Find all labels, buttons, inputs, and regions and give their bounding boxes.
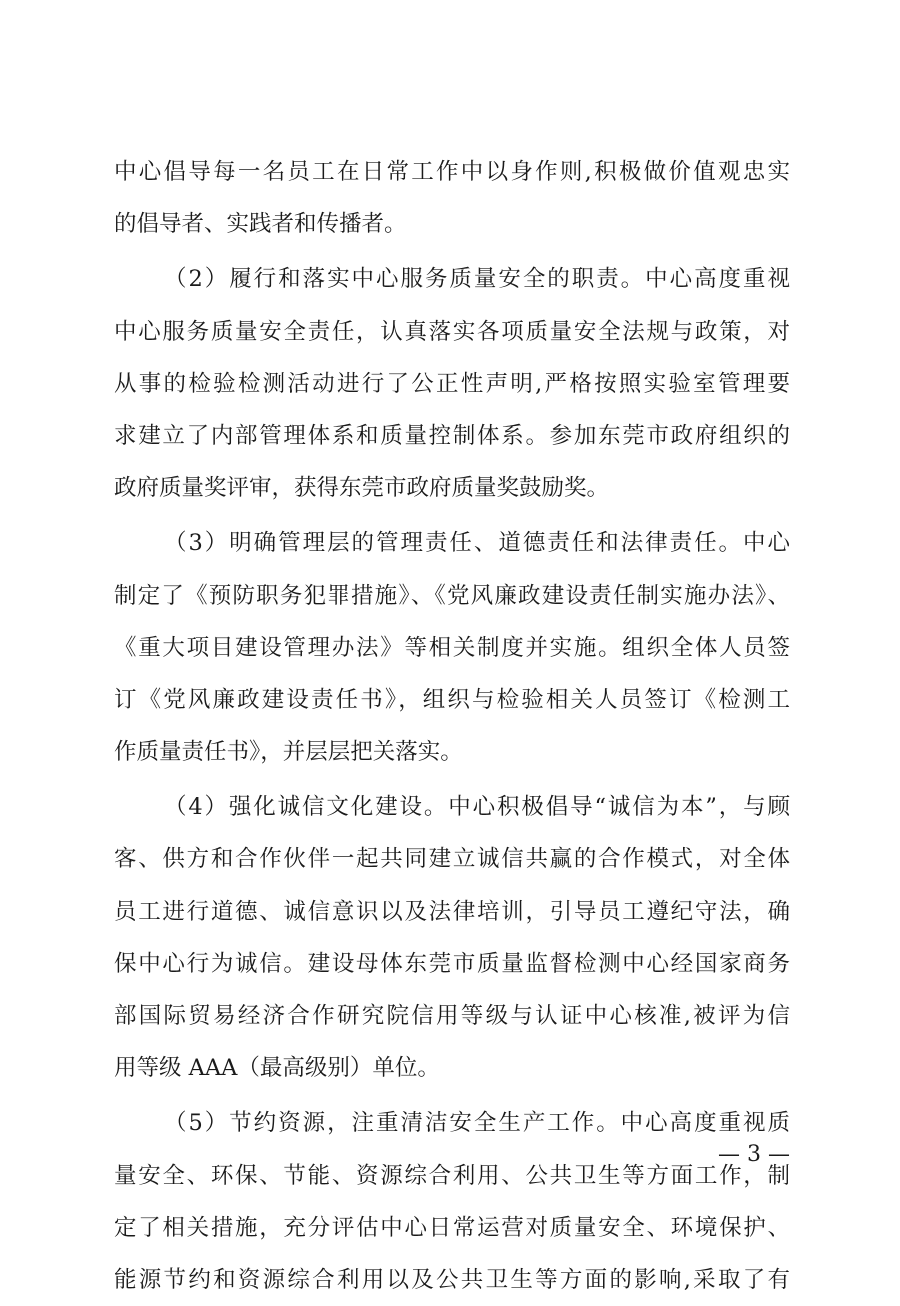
text-line: 求建立了内部管理体系和质量控制体系。参加东莞市政府组织的: [114, 422, 790, 449]
text-line: 的倡导者、实践者和传播者。: [114, 211, 407, 238]
text-line: 部国际贸易经济合作研究院信用等级与认证中心核准,被评为信: [114, 1003, 790, 1029]
text-line: 中心倡导每一名员工在日常工作中以身作则,积极做价值观忠实: [114, 159, 790, 185]
text-line: 制定了《预防职务犯罪措施》、《党风廉政建设责任制实施办法》、: [114, 582, 790, 609]
text-line: 从事的检验检测活动进行了公正性声明,严格按照实验室管理要: [114, 370, 790, 397]
text-line: 政府质量奖评审，获得东莞市政府质量奖鼓励奖。: [114, 475, 610, 502]
text-line: 能源节约和资源综合利用以及公共卫生等方面的影响,采取了有: [114, 1266, 790, 1293]
paragraph-heading-2: （2）履行和落实中心服务质量安全的职责。中心高度重视: [164, 266, 790, 293]
text-line: 中心服务质量安全责任，认真落实各项质量安全法规与政策，对: [114, 318, 790, 345]
body-text: [114, 146, 790, 1306]
paragraph-heading-5: （5）节约资源，注重清洁安全生产工作。中心高度重视质: [164, 1110, 790, 1137]
text-line: 定了相关措施，充分评估中心日常运营对质量安全、环境保护、: [114, 1214, 790, 1241]
text-line: 《重大项目建设管理办法》等相关制度并实施。组织全体人员签: [114, 634, 790, 661]
text-line: 客、供方和合作伙伴一起共同建立诚信共赢的合作模式，对全体: [114, 846, 790, 873]
text-line: 量安全、环保、节能、资源综合利用、公共卫生等方面工作，制: [114, 1162, 790, 1189]
text-line: 订《党风廉政建设责任书》，组织与检验相关人员签订《检测工: [114, 686, 790, 713]
paragraph-heading-4: （4）强化诚信文化建设。中心积极倡导“诚信为本”，与顾: [164, 794, 790, 821]
text-line: 用等级 AAA（最高级别）单位。: [114, 1055, 440, 1082]
text-line: 保中心行为诚信。建设母体东莞市质量监督检测中心经国家商务: [114, 950, 790, 977]
text-line: 作质量责任书》，并层层把关落实。: [114, 739, 463, 766]
page-number: — 3 —: [718, 1142, 790, 1167]
text-line: 员工进行道德、诚信意识以及法律培训，引导员工遵纪守法，确: [114, 898, 790, 925]
paragraph-heading-3: （3）明确管理层的管理责任、道德责任和法律责任。中心: [164, 530, 790, 557]
